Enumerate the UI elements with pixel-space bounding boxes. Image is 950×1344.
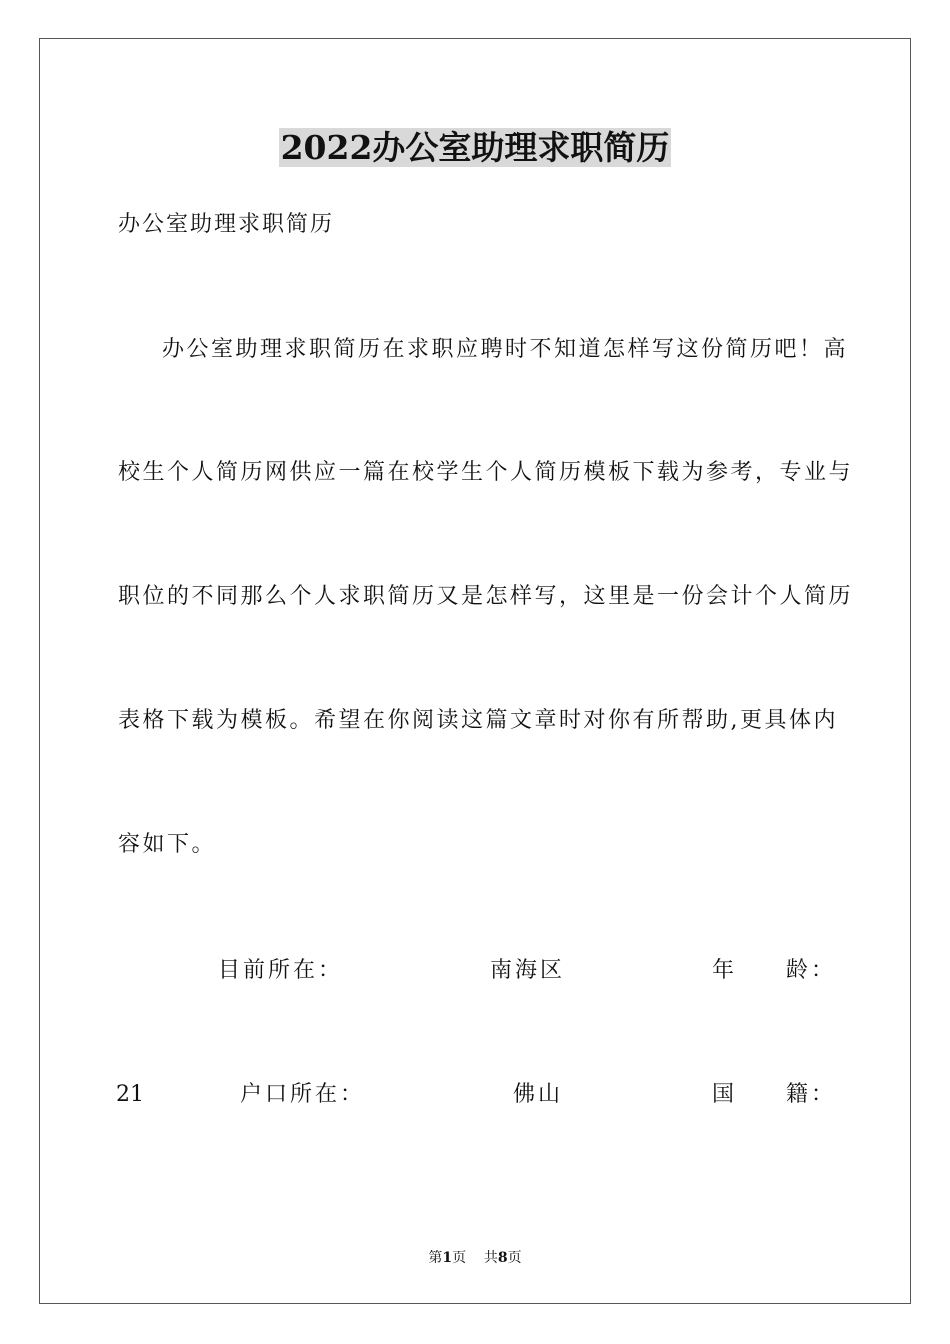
nationality-label-part-2: 籍：	[786, 1082, 837, 1107]
hukou-value: 佛山	[513, 1082, 564, 1107]
document-title-text: 2022办公室助理求职简历	[280, 128, 670, 167]
paragraph-line-4: 表格下载为模板。希望在你阅读这篇文章时对你有所帮助,更具体内	[118, 708, 838, 733]
footer-total-prefix: 共	[483, 1250, 498, 1266]
footer-page-number: 1	[442, 1250, 453, 1266]
age-label-part-1: 年	[712, 958, 738, 983]
paragraph-line-3: 职位的不同那么个人求职简历又是怎样写，这里是一份会计个人简历	[118, 584, 854, 609]
age-value: 21	[116, 1082, 144, 1107]
footer-page-prefix: 第	[428, 1250, 443, 1266]
paragraph-line-1: 办公室助理求职简历在求职应聘时不知道怎样写这份简历吧！高	[162, 337, 849, 362]
current-location-value: 南海区	[490, 958, 566, 983]
document-subtitle: 办公室助理求职简历	[118, 212, 335, 237]
nationality-label-part-1: 国	[712, 1082, 738, 1107]
paragraph-line-5: 容如下。	[118, 832, 217, 857]
footer-page-suffix: 页	[452, 1250, 467, 1266]
footer-total-pages: 8	[497, 1250, 508, 1266]
paragraph-line-2: 校生个人简历网供应一篇在校学生个人简历模板下载为参考，专业与	[118, 460, 854, 485]
page-footer	[0, 1248, 950, 1268]
document-title	[0, 128, 950, 168]
age-label-part-2: 龄：	[786, 958, 837, 983]
hukou-label: 户口所在：	[240, 1082, 366, 1107]
current-location-label: 目前所在：	[218, 958, 344, 983]
footer-total-suffix: 页	[507, 1250, 522, 1266]
